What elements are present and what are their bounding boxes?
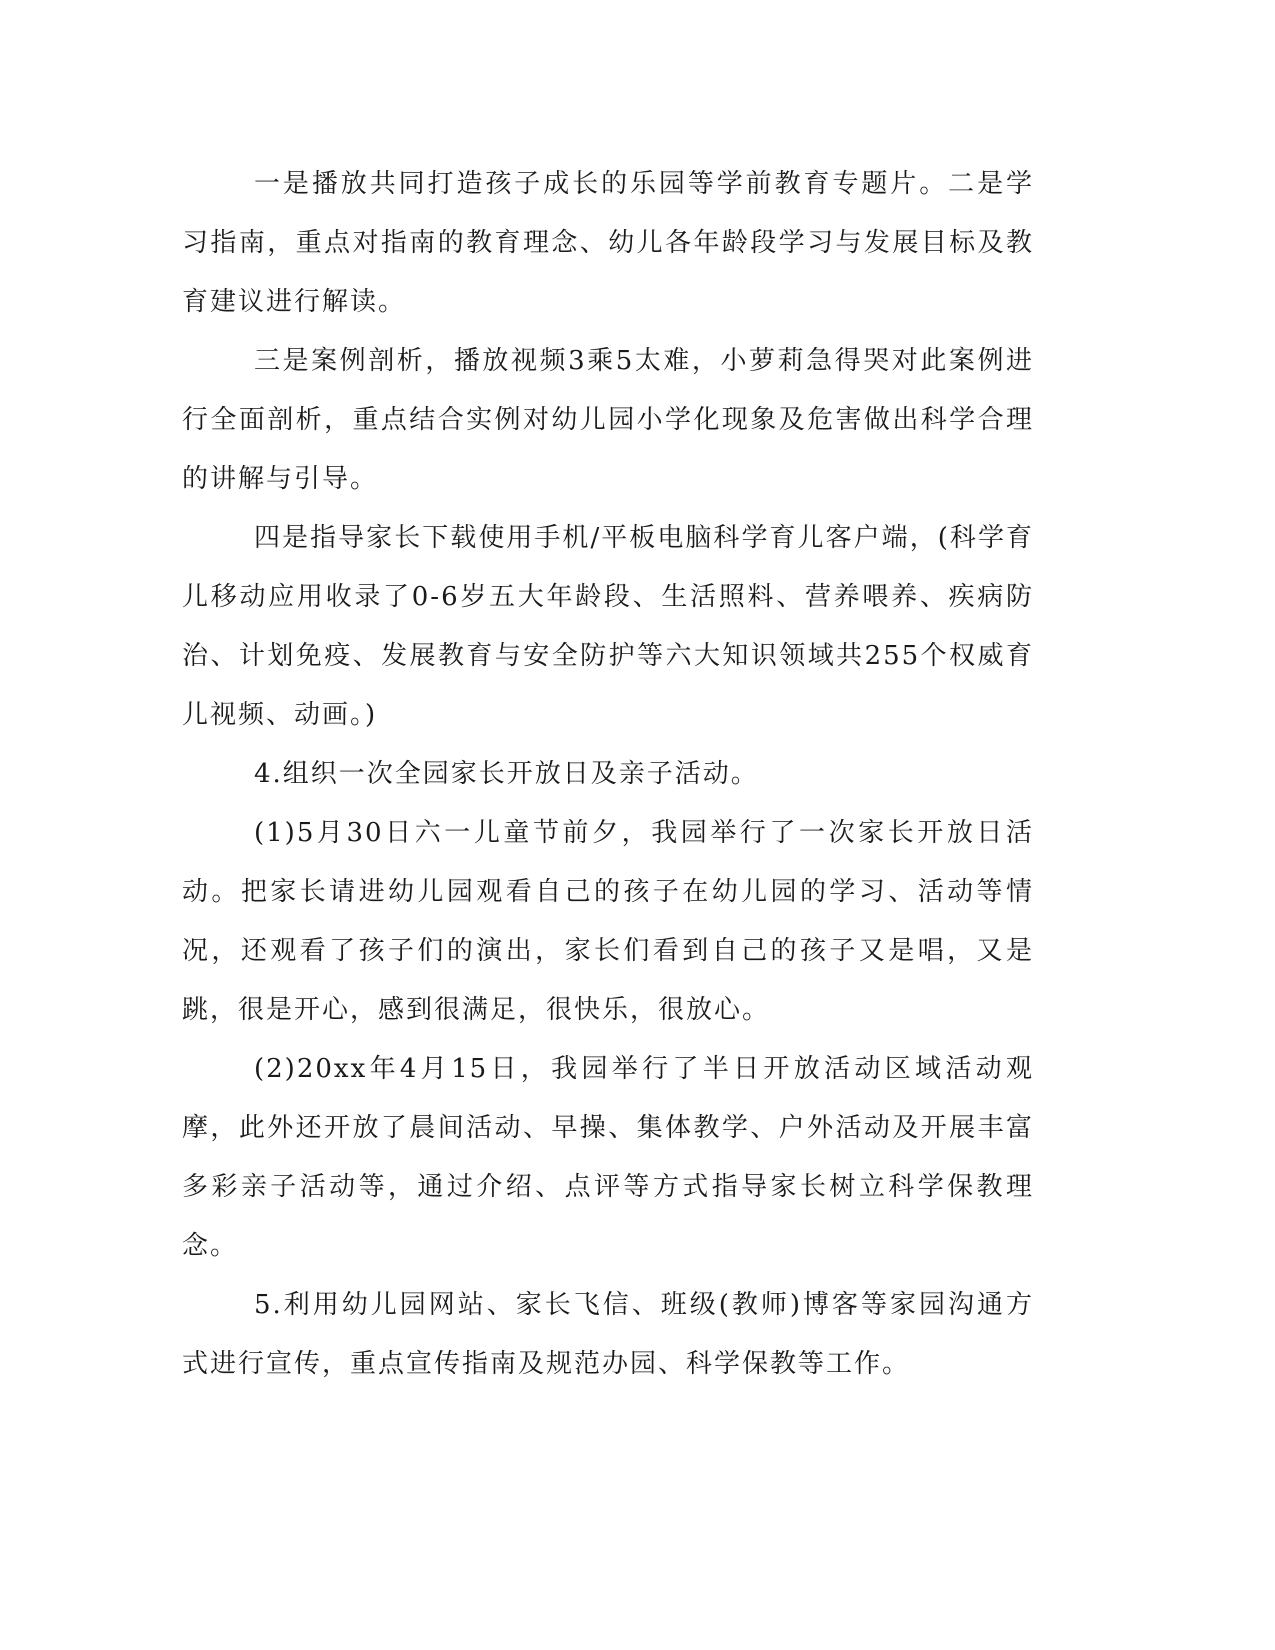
paragraph-childrens-day-open-day: (1)5月30日六一儿童节前夕，我园举行了一次家长开放日活动。把家长请进幼儿园观看自己的孩子在幼儿园的学习、活动等情况，还观看了孩子们的演出，家长们看到自己的孩子又是唱，又是跳，很是开心，感到很满足，很快乐，很放心。	[182, 818, 1034, 1025]
paragraph-case-analysis: 三是案例剖析，播放视频3乘5太难，小萝莉急得哭对此案例进行全面剖析，重点结合实例对幼儿园小学化现象及危害做出科学合理的讲解与引导。	[182, 346, 1034, 494]
paragraph-open-day-heading: 4.组织一次全园家长开放日及亲子活动。	[254, 759, 759, 789]
paragraph-half-day-open-activity: (2)20xx年4月15日，我园举行了半日开放活动区域活动观摩，此外还开放了晨间活动、早操、集体教学、户外活动及开展丰富多彩亲子活动等，通过介绍、点评等方式指导家长树立科学保教理念。	[182, 1054, 1034, 1261]
paragraph-publicity-channels: 5.利用幼儿园网站、家长飞信、班级(教师)博客等家园沟通方式进行宣传，重点宣传指南及规范办园、科学保教等工作。	[182, 1290, 1034, 1379]
document-body	[182, 155, 1034, 1394]
paragraph-parenting-app: 四是指导家长下载使用手机/平板电脑科学育儿客户端，(科学育儿移动应用收录了0-6岁五大年龄段、生活照料、营养喂养、疾病防治、计划免疫、发展教育与安全防护等六大知识领域共255个权威育儿视频、动画。)	[182, 523, 1034, 730]
paragraph-playback-and-guide: 一是播放共同打造孩子成长的乐园等学前教育专题片。二是学习指南，重点对指南的教育理念、幼儿各年龄段学习与发展目标及教育建议进行解读。	[182, 169, 1034, 317]
